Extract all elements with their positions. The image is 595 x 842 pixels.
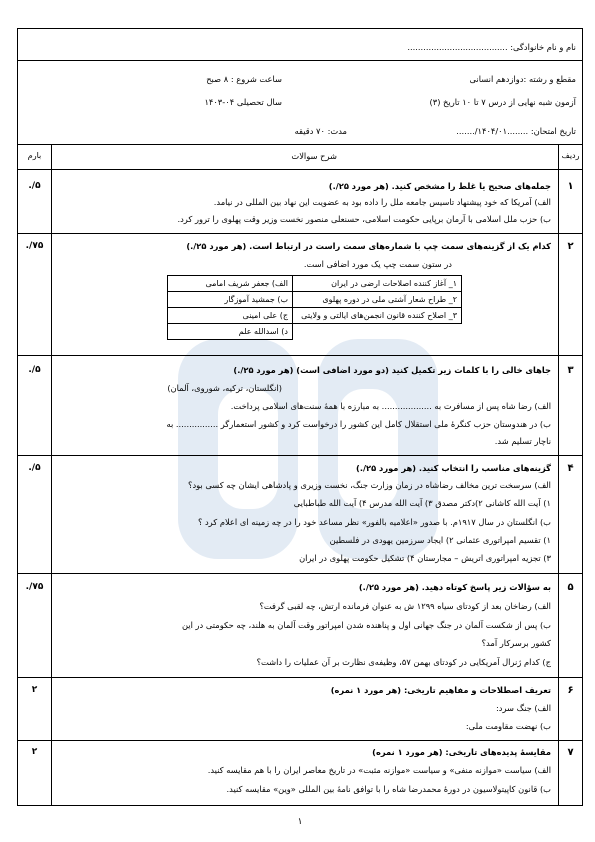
- match-empty-cell: [293, 324, 462, 340]
- question-score: ۷۵/.: [25, 582, 44, 592]
- start-time: ساعت شروع : ۸ صبح: [206, 74, 282, 84]
- question-number: ۳: [567, 365, 574, 376]
- header-score-label: بارم: [27, 151, 42, 160]
- question-title: گزینه‌های مناسب را انتخاب کنید. (هر مورد ۲۵/.): [356, 463, 551, 473]
- question-line: ب) قانون کاپیتولاسیون در دورهٔ محمدرضا شاه را با توافق نامهٔ بین المللی «وین» مقایسه کنید.: [226, 784, 551, 794]
- question-line: ناچار تسلیم شد.: [494, 436, 551, 446]
- question-title: جمله‌های صحیح یا غلط را مشخص کنید. (هر مورد ۲۵/.): [328, 181, 551, 191]
- question-line: ب) پس از شکست آلمان در جنگ جهانی اول و پناهنده شدن امپراتور وقت آلمان به هلند، چه حکومتی در این: [181, 620, 551, 630]
- school-year: سال تحصیلی ۰۴-۱۴۰۳: [204, 97, 282, 107]
- question-number: ۱: [567, 181, 574, 192]
- question-line: کشور برسرکار آمد؟: [481, 638, 551, 648]
- question-number: ۵: [567, 582, 574, 593]
- divider: [18, 740, 582, 741]
- column-divider: [51, 144, 52, 805]
- question-line: الف) جنگ سرد:: [495, 703, 551, 713]
- question-options: ۱) آیت الله کاشانی ۲)دکتر مصدق ۳) آیت الله مدرس ۴) آیت الله طباطبایی: [293, 498, 551, 508]
- match-right-item: ۳_ اصلاح کننده قانون انجمن‌های ایالتی و ولایتی: [293, 308, 462, 324]
- question-title: مقایسهٔ پدیده‌های تاریخی: (هر مورد ۱ نمره): [372, 747, 551, 757]
- divider: [18, 60, 582, 61]
- divider: [18, 573, 582, 574]
- question-score: ۲: [31, 685, 38, 695]
- question-score: ۲: [31, 747, 38, 757]
- match-left-item: ب) جمشید آموزگار: [168, 292, 293, 308]
- question-line: الف) رضا شاه پس از مسافرت به ................... به مبارزه با همهٔ سنت‌های اسلامی پرداخت.: [230, 401, 551, 411]
- grade-field: مقطع و رشته :دوازدهم انسانی: [469, 74, 576, 84]
- match-right-item: ۲_ طراح شعار آشتی ملی در دوره پهلوی: [293, 292, 462, 308]
- question-score: ۵/.: [28, 181, 41, 191]
- question-number: ۷: [567, 747, 574, 758]
- match-left-item: د) اسدالله علم: [168, 324, 293, 340]
- question-subtitle: در ستون سمت چپ یک مورد اضافی است.: [303, 259, 452, 269]
- match-left-item: ج) علی امینی: [168, 308, 293, 324]
- question-line: ب) انگلستان در سال ۱۹۱۷م. با صدور «اعلامیه بالفور» نظر مساعد خود را در چه زمینه ای اعلام کرد ؟: [197, 517, 551, 527]
- page-number: ۱: [297, 817, 303, 827]
- question-line: الف) آمریکا که خود پیشنهاد تاسیس جامعه ملل را داده بود به عضویت این نهاد بین المللی در نیامد.: [213, 197, 551, 207]
- question-number: ۶: [567, 685, 574, 696]
- question-title: جاهای خالی را با کلمات زیر تکمیل کنید (دو مورد اضافی است) (هر مورد ۲۵/.): [233, 365, 551, 375]
- question-options: ۱) تقسیم امپراتوری عثمانی ۲) ایجاد سرزمین یهودی در فلسطین: [329, 535, 551, 545]
- matching-table: [167, 275, 462, 340]
- question-options: ۳) تجزیه امپراتوری اتریش – مجارستان ۴) تشکیل حکومت پهلوی در ایران: [299, 553, 551, 563]
- question-line: الف) سیاست «موازنه منفی» و سیاست «موازنه مثبت» در تاریخ معاصر ایران را با هم مقایسه کنید.: [207, 765, 551, 775]
- exam-title: آزمون شبه نهایی از درس ۷ تا ۱۰ تاریخ (۳): [429, 97, 576, 107]
- divider: [18, 677, 582, 678]
- divider: [18, 144, 582, 145]
- divider: [18, 169, 582, 170]
- match-left-item: الف) جعفر شریف امامی: [168, 276, 293, 292]
- divider: [18, 355, 582, 356]
- exam-page: [17, 28, 583, 827]
- question-score: ۵/.: [28, 365, 41, 375]
- question-score: ۷۵/.: [25, 241, 44, 251]
- word-bank: (انگلستان، ترکیه، شوروی، آلمان): [167, 383, 282, 393]
- header-row-label: ردیف: [561, 151, 580, 160]
- question-line: ب) در هندوستان حزب کنگرهٔ ملی استقلال کامل این کشور را درخواست کرد و کشور استعمارگر ................ به: [166, 419, 551, 429]
- name-label: نام و نام خانوادگی: ......................................: [407, 42, 576, 52]
- header-questions-label: شرح سوالات: [291, 151, 337, 161]
- question-line: الف) سرسخت ترین مخالف رضاشاه در زمان وزارت جنگ، نخست وزیری و پادشاهی ایشان چه کسی بود؟: [188, 480, 551, 490]
- exam-duration: مدت: ۷۰ دقیقه: [294, 126, 347, 136]
- question-title: کدام یک از گزینه‌های سمت چپ با شماره‌های سمت راست در ارتباط است. (هر مورد ۲۵/.): [186, 241, 551, 251]
- question-number: ۲: [567, 241, 574, 252]
- question-score: ۵/.: [28, 463, 41, 473]
- question-line: الف) رضاخان بعد از کودتای سیاه ۱۲۹۹ ش به عنوان فرمانده ارتش، چه لقبی گرفت؟: [259, 601, 551, 611]
- question-line: ب) حزب ملل اسلامی با آرمان برپایی حکومت اسلامی، حسنعلی منصور نخست وزیر وقت پهلوی را ترور کرد.: [177, 214, 551, 224]
- divider: [18, 455, 582, 456]
- exam-date: تاریخ امتحان: ........۱۴۰۴/۰۱/.......: [456, 126, 576, 136]
- question-number: ۴: [567, 463, 574, 474]
- divider: [18, 233, 582, 234]
- question-line: ج) کدام ژنرال آمریکایی در کودتای بهمن ۵۷، وظیفه‌ی نظارت بر آن عملیات را داشت؟: [256, 657, 551, 667]
- question-title: تعریف اصطلاحات و مفاهیم تاریخی: (هر مورد ۱ نمره): [330, 685, 551, 695]
- question-line: ب) نهضت مقاومت ملی:: [465, 721, 551, 731]
- match-right-item: ۱_ آغاز کننده اصلاحات ارضی در ایران: [293, 276, 462, 292]
- question-title: به سؤالات زیر پاسخ کوتاه دهید. (هر مورد ۲۵/.): [358, 582, 551, 592]
